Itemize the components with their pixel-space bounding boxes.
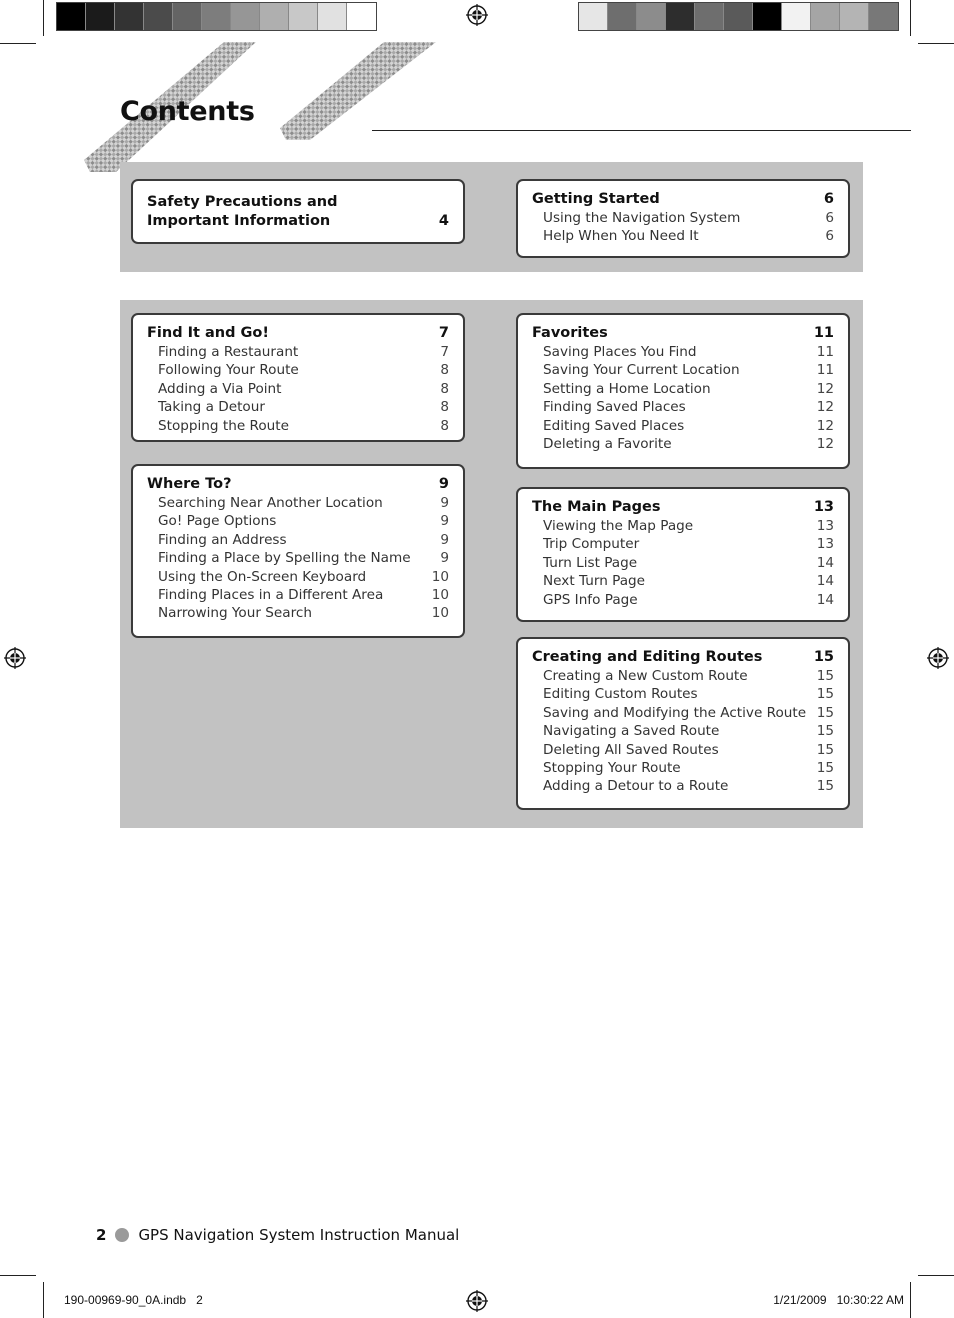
toc-item-page: 14 bbox=[816, 554, 834, 571]
toc-section-title: Where To? bbox=[147, 476, 232, 492]
toc-item-label: Saving and Modifying the Active Route bbox=[543, 704, 807, 721]
crop-mark bbox=[0, 1275, 36, 1276]
toc-item-page: 10 bbox=[431, 587, 449, 604]
color-swatch bbox=[840, 3, 869, 30]
toc-item-label: Finding a Restaurant bbox=[158, 344, 299, 360]
toc-item-label: Saving Your Current Location bbox=[543, 362, 740, 379]
toc-item[interactable] bbox=[147, 398, 449, 416]
toc-item[interactable] bbox=[147, 417, 449, 435]
crop-mark bbox=[43, 1282, 44, 1318]
toc-item-label: Finding Saved Places bbox=[543, 399, 686, 416]
color-swatch bbox=[347, 3, 376, 30]
toc-item-page: 12 bbox=[816, 417, 834, 434]
toc-item-label: Finding Places in a Different Area bbox=[158, 587, 384, 604]
color-swatch bbox=[869, 3, 898, 30]
bullet-dot-icon bbox=[115, 1228, 129, 1242]
toc-item[interactable] bbox=[147, 380, 449, 398]
toc-section-title: The Main Pages bbox=[532, 499, 661, 515]
toc-item-label: Using the Navigation System bbox=[543, 210, 741, 226]
toc-item-label: Navigating a Saved Route bbox=[543, 723, 720, 740]
toc-item[interactable] bbox=[532, 759, 834, 777]
toc-item-label: Creating a New Custom Route bbox=[543, 668, 748, 684]
toc-item-page: 7 bbox=[440, 344, 449, 360]
toc-section-page: 11 bbox=[813, 325, 834, 341]
color-swatch bbox=[260, 3, 289, 30]
toc-item[interactable] bbox=[532, 398, 834, 416]
color-swatch bbox=[753, 3, 782, 30]
toc-item[interactable] bbox=[147, 512, 449, 530]
toc-item[interactable] bbox=[147, 568, 449, 586]
toc-item[interactable] bbox=[532, 380, 834, 398]
toc-item-page: 15 bbox=[816, 686, 834, 703]
toc-item-list bbox=[147, 494, 449, 623]
toc-item-page: 15 bbox=[816, 723, 834, 740]
color-bar-right bbox=[578, 2, 899, 31]
color-swatch bbox=[231, 3, 260, 30]
page-footer bbox=[96, 1226, 459, 1244]
toc-item[interactable] bbox=[147, 494, 449, 512]
toc-section-title: Find It and Go! bbox=[147, 325, 270, 341]
crop-mark bbox=[918, 1275, 954, 1276]
toc-item-page: 12 bbox=[816, 436, 834, 453]
toc-item[interactable] bbox=[532, 554, 834, 572]
toc-item-page: 9 bbox=[440, 550, 449, 567]
color-swatch bbox=[782, 3, 811, 30]
toc-item-page: 14 bbox=[816, 591, 834, 608]
toc-item-page: 13 bbox=[816, 518, 834, 534]
toc-item[interactable] bbox=[532, 704, 834, 722]
toc-section-find-it-and-go bbox=[131, 313, 465, 442]
registration-mark-icon bbox=[4, 647, 26, 669]
print-slug-date: 1/21/2009 10:30:22 AM bbox=[773, 1293, 904, 1307]
toc-item-page: 15 bbox=[816, 778, 834, 795]
toc-section-heading[interactable] bbox=[147, 475, 449, 494]
toc-section-page: 13 bbox=[813, 499, 834, 515]
toc-item-page: 8 bbox=[440, 362, 449, 379]
toc-item-label: Finding a Place by Spelling the Name bbox=[158, 550, 411, 567]
toc-item[interactable] bbox=[532, 777, 834, 795]
crop-mark bbox=[918, 43, 954, 44]
manual-title: GPS Navigation System Instruction Manual bbox=[138, 1226, 460, 1244]
toc-item-page: 14 bbox=[816, 573, 834, 590]
page-title: Contents bbox=[120, 96, 255, 127]
toc-item-page: 11 bbox=[816, 344, 834, 360]
toc-section-safety bbox=[131, 179, 465, 244]
toc-item-label: Deleting All Saved Routes bbox=[543, 741, 719, 758]
toc-item[interactable] bbox=[532, 722, 834, 740]
color-swatch bbox=[86, 3, 115, 30]
toc-section-page: 4 bbox=[438, 213, 449, 229]
toc-item-page: 10 bbox=[431, 605, 449, 622]
color-swatch bbox=[666, 3, 695, 30]
toc-item-label: Help When You Need It bbox=[543, 228, 699, 245]
color-swatch bbox=[289, 3, 318, 30]
toc-item-list bbox=[532, 667, 834, 796]
toc-item-page: 9 bbox=[440, 531, 449, 548]
toc-item[interactable] bbox=[532, 417, 834, 435]
toc-section-heading[interactable] bbox=[532, 648, 834, 667]
toc-section-title: Creating and Editing Routes bbox=[532, 649, 763, 665]
toc-item[interactable] bbox=[532, 343, 834, 361]
toc-section-getting-started bbox=[516, 179, 850, 258]
toc-section-title: Favorites bbox=[532, 325, 608, 341]
toc-item-label: Setting a Home Location bbox=[543, 380, 711, 397]
registration-mark-icon bbox=[466, 4, 488, 26]
toc-item-page: 8 bbox=[440, 417, 449, 434]
toc-item-label: Turn List Page bbox=[543, 554, 638, 571]
toc-item[interactable] bbox=[147, 604, 449, 622]
toc-item[interactable] bbox=[532, 741, 834, 759]
toc-item[interactable] bbox=[532, 361, 834, 379]
toc-item-page: 15 bbox=[816, 760, 834, 777]
toc-item[interactable] bbox=[532, 435, 834, 453]
print-slug-file: 190-00969-90_0A.indb 2 bbox=[64, 1293, 203, 1307]
toc-section-main-pages bbox=[516, 487, 850, 622]
toc-section-heading[interactable] bbox=[532, 324, 834, 343]
toc-item-label: Following Your Route bbox=[158, 362, 299, 379]
toc-item-label: Adding a Via Point bbox=[158, 380, 282, 397]
toc-item[interactable] bbox=[532, 685, 834, 703]
color-swatch bbox=[608, 3, 637, 30]
toc-item-list bbox=[147, 343, 449, 435]
toc-item-label: Editing Custom Routes bbox=[543, 686, 698, 703]
toc-section-page: 9 bbox=[438, 476, 449, 492]
toc-item-label: Taking a Detour bbox=[158, 399, 265, 416]
title-rule bbox=[372, 130, 911, 131]
toc-item-page: 6 bbox=[825, 210, 834, 226]
page-number: 2 bbox=[96, 1226, 107, 1244]
color-swatch bbox=[115, 3, 144, 30]
toc-item-label: Finding an Address bbox=[158, 531, 287, 548]
toc-item-label: Go! Page Options bbox=[158, 513, 277, 530]
toc-item[interactable] bbox=[532, 591, 834, 609]
toc-item-label: Trip Computer bbox=[543, 536, 640, 553]
color-bar-left bbox=[56, 2, 377, 31]
toc-item-page: 6 bbox=[825, 228, 834, 245]
toc-item-page: 8 bbox=[440, 399, 449, 416]
toc-item[interactable] bbox=[532, 572, 834, 590]
toc-item-page: 11 bbox=[816, 362, 834, 379]
toc-item[interactable] bbox=[532, 227, 834, 245]
toc-item[interactable] bbox=[147, 343, 449, 361]
crop-mark bbox=[43, 0, 44, 36]
crop-mark bbox=[0, 43, 36, 44]
color-swatch bbox=[724, 3, 753, 30]
color-swatch bbox=[811, 3, 840, 30]
toc-item-label: Stopping the Route bbox=[158, 417, 289, 434]
toc-section-heading[interactable] bbox=[532, 498, 834, 517]
toc-section-heading[interactable] bbox=[147, 324, 449, 343]
toc-item[interactable] bbox=[147, 361, 449, 379]
toc-item[interactable] bbox=[532, 209, 834, 227]
crop-mark bbox=[910, 1282, 911, 1318]
toc-item-page: 9 bbox=[440, 495, 449, 511]
toc-section-favorites bbox=[516, 313, 850, 469]
crop-mark bbox=[910, 0, 911, 36]
toc-item-page: 12 bbox=[816, 380, 834, 397]
toc-item[interactable] bbox=[147, 531, 449, 549]
toc-item-label: Adding a Detour to a Route bbox=[543, 778, 729, 795]
toc-item-label: Editing Saved Places bbox=[543, 417, 685, 434]
toc-item-page: 15 bbox=[816, 668, 834, 684]
toc-section-title: Getting Started bbox=[532, 191, 660, 207]
color-swatch bbox=[637, 3, 666, 30]
toc-item[interactable] bbox=[532, 535, 834, 553]
toc-item-page: 8 bbox=[440, 380, 449, 397]
color-swatch bbox=[695, 3, 724, 30]
toc-section-page: 6 bbox=[823, 191, 834, 207]
toc-item[interactable] bbox=[532, 667, 834, 685]
color-swatch bbox=[57, 3, 86, 30]
color-swatch bbox=[579, 3, 608, 30]
toc-item-list bbox=[532, 517, 834, 609]
toc-item-label: Next Turn Page bbox=[543, 573, 646, 590]
toc-section-heading[interactable] bbox=[532, 190, 834, 209]
toc-section-heading[interactable] bbox=[147, 193, 449, 231]
toc-item-label: Viewing the Map Page bbox=[543, 518, 694, 534]
color-swatch bbox=[144, 3, 173, 30]
toc-section-where-to bbox=[131, 464, 465, 638]
toc-item-page: 13 bbox=[816, 536, 834, 553]
color-swatch bbox=[202, 3, 231, 30]
toc-item-page: 15 bbox=[816, 704, 834, 721]
toc-item[interactable] bbox=[147, 586, 449, 604]
toc-item-label: Narrowing Your Search bbox=[158, 605, 312, 622]
toc-item-page: 15 bbox=[816, 741, 834, 758]
toc-item-list bbox=[532, 209, 834, 246]
toc-item-label: Saving Places You Find bbox=[543, 344, 697, 360]
registration-mark-icon bbox=[927, 647, 949, 669]
toc-section-page: 7 bbox=[438, 325, 449, 341]
toc-item[interactable] bbox=[147, 549, 449, 567]
toc-item[interactable] bbox=[532, 517, 834, 535]
toc-item-page: 9 bbox=[440, 513, 449, 530]
toc-item-label: Deleting a Favorite bbox=[543, 436, 672, 453]
toc-section-page: 15 bbox=[813, 649, 834, 665]
toc-item-label: GPS Info Page bbox=[543, 591, 638, 608]
color-swatch bbox=[318, 3, 347, 30]
toc-item-label: Stopping Your Route bbox=[543, 760, 681, 777]
toc-item-label: Using the On-Screen Keyboard bbox=[158, 568, 367, 585]
color-swatch bbox=[173, 3, 202, 30]
toc-item-label: Searching Near Another Location bbox=[158, 495, 383, 511]
registration-mark-icon bbox=[466, 1290, 488, 1312]
toc-section-creating-routes bbox=[516, 637, 850, 810]
toc-item-list bbox=[532, 343, 834, 453]
toc-item-page: 12 bbox=[816, 399, 834, 416]
toc-section-title: Safety Precautions and Important Information bbox=[147, 194, 338, 229]
toc-item-page: 10 bbox=[431, 568, 449, 585]
